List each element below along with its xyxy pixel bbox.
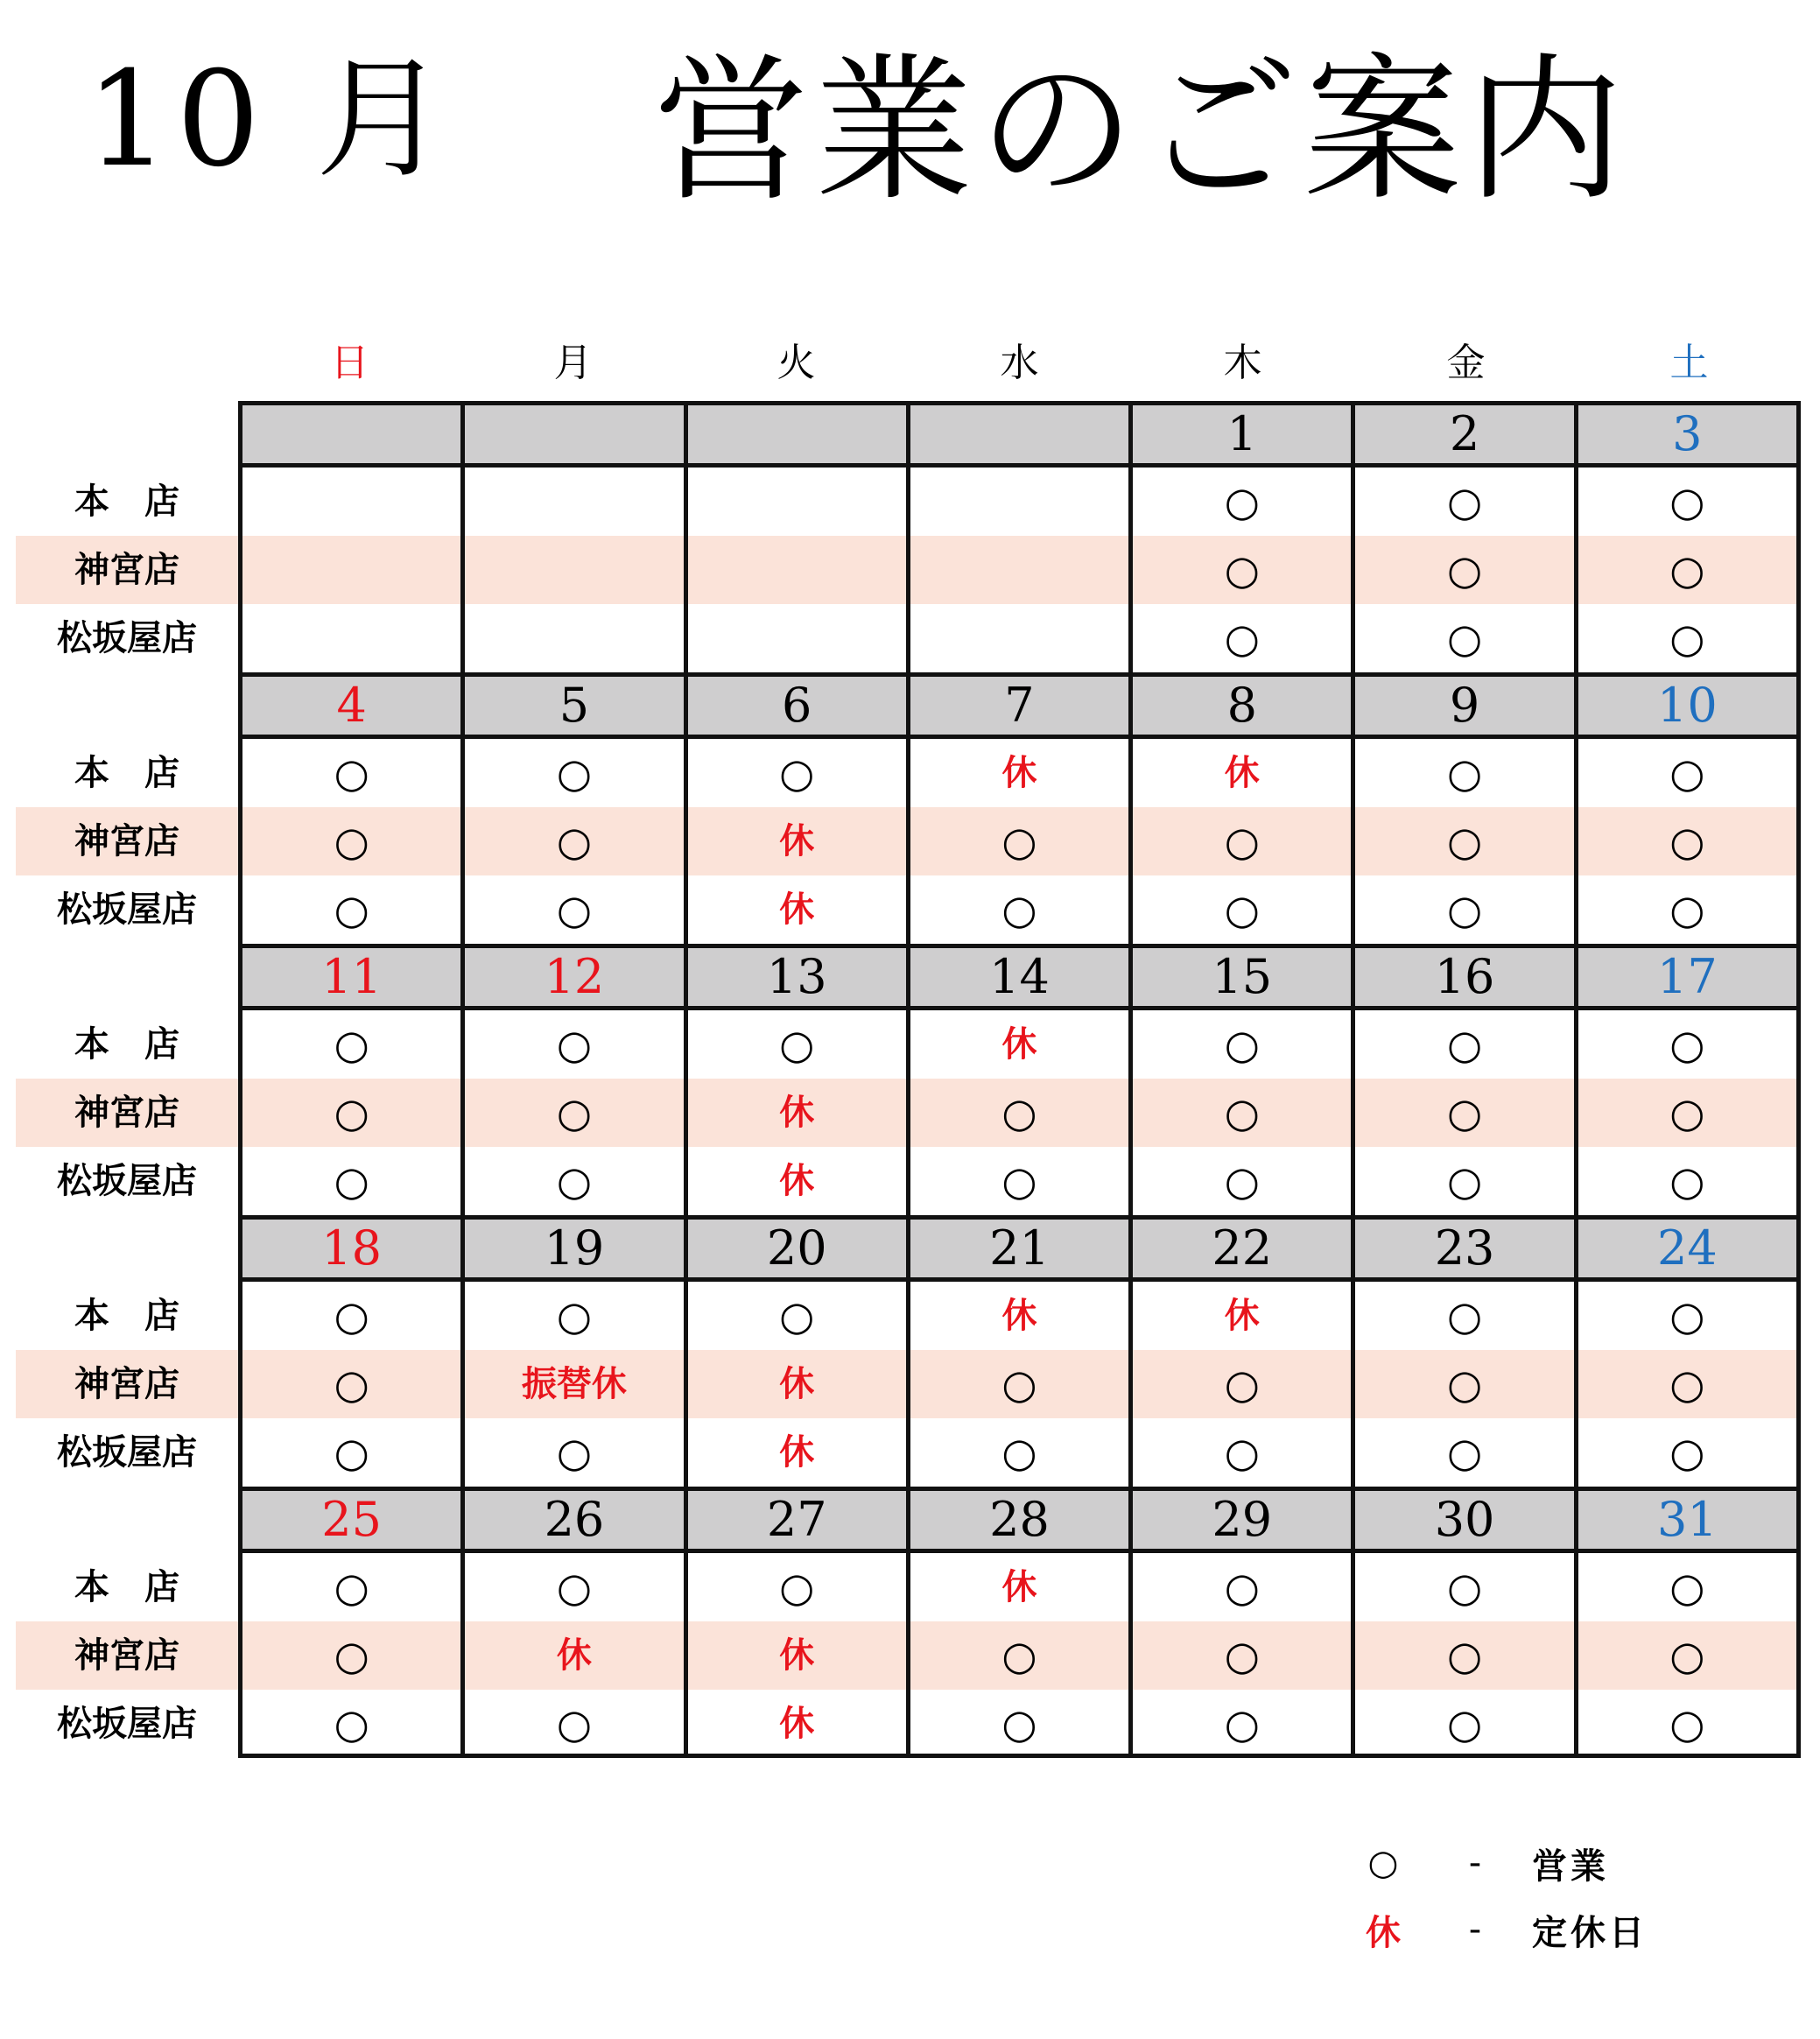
closed-mark: 休 xyxy=(1001,1024,1037,1065)
status-cell xyxy=(688,604,910,672)
status-cell xyxy=(1355,875,1578,944)
legend-text: 定休日 xyxy=(1532,1912,1648,1953)
open-icon: ○ xyxy=(556,749,592,797)
status-cell xyxy=(1133,1010,1355,1079)
open-icon: ○ xyxy=(1446,1700,1483,1747)
status-cell xyxy=(1578,1418,1801,1487)
store-row xyxy=(16,1690,1801,1758)
store-row xyxy=(16,1147,1801,1215)
status-cell xyxy=(910,468,1133,536)
date-cell: 31 xyxy=(1578,1487,1801,1553)
status-cell xyxy=(1578,604,1801,672)
open-icon: ○ xyxy=(779,1292,815,1339)
status-cell xyxy=(1578,1010,1801,1079)
status-cell xyxy=(910,875,1133,944)
status-cell xyxy=(1578,1350,1801,1418)
legend-text: 営業 xyxy=(1532,1846,1609,1887)
status-cell xyxy=(910,1690,1133,1758)
status-cell xyxy=(1578,1282,1801,1350)
open-icon: ○ xyxy=(1224,546,1260,594)
status-cell xyxy=(465,1282,687,1350)
open-icon: ○ xyxy=(1446,1429,1483,1476)
closed-mark: 休 xyxy=(779,1432,815,1473)
status-cell xyxy=(465,1010,687,1079)
status-cell xyxy=(910,807,1133,875)
date-cell: 12 xyxy=(465,944,687,1010)
status-cell xyxy=(1355,1621,1578,1690)
status-cell xyxy=(688,1418,910,1487)
row-label-spacer xyxy=(16,401,238,468)
open-icon: ○ xyxy=(1001,1632,1037,1679)
store-label: 神宮店 xyxy=(16,1350,238,1418)
store-row xyxy=(16,468,1801,536)
open-icon: ○ xyxy=(1669,1361,1705,1408)
open-icon: ○ xyxy=(334,818,369,865)
open-icon: ○ xyxy=(779,749,815,797)
status-cell xyxy=(1578,1621,1801,1690)
status-cell xyxy=(1355,739,1578,807)
closed-mark: 休 xyxy=(779,1704,815,1744)
date-cell: 20 xyxy=(688,1215,910,1282)
status-cell xyxy=(238,875,465,944)
open-icon: ○ xyxy=(1669,1292,1705,1339)
status-cell xyxy=(238,807,465,875)
closed-mark: 休 xyxy=(1001,753,1037,793)
row-label-spacer xyxy=(16,1215,238,1282)
status-cell xyxy=(910,1147,1133,1215)
open-icon: ○ xyxy=(1446,1564,1483,1611)
legend-item xyxy=(1348,1830,1648,1896)
store-label: 神宮店 xyxy=(16,536,238,604)
date-cell: 15 xyxy=(1133,944,1355,1010)
weekday-tue: 火 xyxy=(776,341,816,385)
open-icon: ○ xyxy=(1446,1157,1483,1205)
date-cell xyxy=(238,401,465,468)
store-label: 本 店 xyxy=(74,482,179,522)
open-icon: ○ xyxy=(1669,1089,1705,1136)
status-cell xyxy=(910,1621,1133,1690)
status-cell xyxy=(1133,1079,1355,1147)
store-label: 神宮店 xyxy=(16,807,238,875)
status-cell xyxy=(1133,468,1355,536)
date-cell: 7 xyxy=(910,672,1133,739)
legend-dash: - xyxy=(1468,1909,1482,1950)
status-cell xyxy=(910,1553,1133,1621)
status-cell xyxy=(688,1079,910,1147)
status-cell xyxy=(1133,604,1355,672)
status-cell xyxy=(238,1282,465,1350)
open-icon: ○ xyxy=(1224,1632,1260,1679)
open-icon: ○ xyxy=(1001,818,1037,865)
status-cell xyxy=(465,739,687,807)
date-cell xyxy=(910,401,1133,468)
open-icon: ○ xyxy=(1669,546,1705,594)
store-row xyxy=(16,875,1801,944)
date-cell: 24 xyxy=(1578,1215,1801,1282)
status-cell xyxy=(238,739,465,807)
closed-mark: 休 xyxy=(779,889,815,930)
closed-mark: 休 xyxy=(779,1161,815,1201)
store-row xyxy=(16,1282,1801,1350)
open-icon: ○ xyxy=(1224,1361,1260,1408)
store-label: 松坂屋店 xyxy=(57,889,197,930)
open-icon: ○ xyxy=(1669,1632,1705,1679)
open-icon: ○ xyxy=(1224,1564,1260,1611)
open-icon: ○ xyxy=(1224,478,1260,525)
status-cell xyxy=(1355,1010,1578,1079)
status-cell xyxy=(465,1553,687,1621)
status-cell xyxy=(1355,1350,1578,1418)
store-row xyxy=(16,1350,1801,1418)
open-icon: ○ xyxy=(556,886,592,933)
open-icon: ○ xyxy=(1446,1292,1483,1339)
calendar-week xyxy=(16,401,1801,672)
date-cell xyxy=(688,401,910,468)
open-icon: ○ xyxy=(1224,1429,1260,1476)
date-cell xyxy=(465,401,687,468)
status-cell xyxy=(465,1079,687,1147)
closed-mark: 休 xyxy=(556,1635,592,1676)
page-title: 営業のご案内 xyxy=(652,39,1630,222)
status-cell xyxy=(1578,1690,1801,1758)
status-cell xyxy=(1578,807,1801,875)
closed-mark: 振替休 xyxy=(521,1364,627,1404)
status-cell xyxy=(465,1147,687,1215)
open-icon: ○ xyxy=(556,1021,592,1068)
open-icon: ○ xyxy=(556,1429,592,1476)
status-cell xyxy=(910,1282,1133,1350)
date-cell: 6 xyxy=(688,672,910,739)
status-cell xyxy=(1133,875,1355,944)
date-cell: 25 xyxy=(238,1487,465,1553)
open-icon: ○ xyxy=(334,1157,369,1205)
weekday-thu: 木 xyxy=(1223,341,1262,385)
status-cell xyxy=(465,468,687,536)
open-icon: ○ xyxy=(556,1157,592,1205)
status-cell xyxy=(910,1350,1133,1418)
store-row xyxy=(16,807,1801,875)
open-icon: ○ xyxy=(1367,1843,1399,1883)
status-cell xyxy=(465,875,687,944)
open-icon: ○ xyxy=(1669,1564,1705,1611)
store-row xyxy=(16,739,1801,807)
open-icon: ○ xyxy=(1224,615,1260,662)
calendar-week xyxy=(16,1487,1801,1758)
status-cell xyxy=(1355,468,1578,536)
status-cell xyxy=(238,604,465,672)
row-label-spacer xyxy=(16,1487,238,1553)
store-label: 本 店 xyxy=(74,753,179,793)
status-cell xyxy=(910,1010,1133,1079)
status-cell xyxy=(465,604,687,672)
open-icon: ○ xyxy=(334,1564,369,1611)
status-cell xyxy=(910,1418,1133,1487)
store-label: 松坂屋店 xyxy=(57,1704,197,1744)
date-row xyxy=(16,1487,1801,1553)
open-icon: ○ xyxy=(334,886,369,933)
status-cell xyxy=(1578,1079,1801,1147)
closed-mark: 休 xyxy=(779,821,815,861)
open-icon: ○ xyxy=(1001,1361,1037,1408)
status-cell xyxy=(1355,1418,1578,1487)
legend-dash: - xyxy=(1468,1843,1482,1883)
date-cell: 21 xyxy=(910,1215,1133,1282)
status-cell xyxy=(465,1690,687,1758)
status-cell xyxy=(688,1010,910,1079)
open-icon: ○ xyxy=(1669,478,1705,525)
closed-mark: 休 xyxy=(1224,753,1260,793)
status-cell xyxy=(688,468,910,536)
open-icon: ○ xyxy=(556,1564,592,1611)
store-row xyxy=(16,1553,1801,1621)
status-cell xyxy=(465,536,687,604)
status-cell xyxy=(238,1010,465,1079)
row-label-spacer xyxy=(16,672,238,739)
open-icon: ○ xyxy=(1669,886,1705,933)
date-cell: 19 xyxy=(465,1215,687,1282)
open-icon: ○ xyxy=(1446,749,1483,797)
status-cell xyxy=(238,1147,465,1215)
status-cell xyxy=(238,1418,465,1487)
status-cell xyxy=(1133,739,1355,807)
date-cell: 9 xyxy=(1355,672,1578,739)
store-row xyxy=(16,1010,1801,1079)
date-cell: 10 xyxy=(1578,672,1801,739)
weekday-wed: 水 xyxy=(1000,341,1039,385)
status-cell xyxy=(910,604,1133,672)
open-icon: ○ xyxy=(556,1089,592,1136)
store-label: 神宮店 xyxy=(16,1621,238,1690)
status-cell xyxy=(688,1690,910,1758)
store-label: 松坂屋店 xyxy=(57,1161,197,1201)
status-cell xyxy=(910,739,1133,807)
open-icon: ○ xyxy=(1669,615,1705,662)
open-icon: ○ xyxy=(1446,1021,1483,1068)
date-cell: 22 xyxy=(1133,1215,1355,1282)
date-cell: 23 xyxy=(1355,1215,1578,1282)
open-icon: ○ xyxy=(556,818,592,865)
open-icon: ○ xyxy=(1224,1089,1260,1136)
open-icon: ○ xyxy=(1669,749,1705,797)
store-row xyxy=(16,536,1801,604)
open-icon: ○ xyxy=(1224,886,1260,933)
date-cell: 30 xyxy=(1355,1487,1578,1553)
status-cell xyxy=(1355,536,1578,604)
open-icon: ○ xyxy=(334,1089,369,1136)
legend xyxy=(1348,1830,1648,1963)
store-label: 松坂屋店 xyxy=(57,1432,197,1473)
status-cell xyxy=(688,739,910,807)
month-title: 10 月 xyxy=(86,44,454,196)
status-cell xyxy=(465,1621,687,1690)
date-cell: 1 xyxy=(1133,401,1355,468)
date-cell: 16 xyxy=(1355,944,1578,1010)
open-icon: ○ xyxy=(334,1632,369,1679)
open-icon: ○ xyxy=(1224,1157,1260,1205)
date-cell: 5 xyxy=(465,672,687,739)
open-icon: ○ xyxy=(334,1700,369,1747)
status-cell xyxy=(1355,807,1578,875)
open-icon: ○ xyxy=(556,1292,592,1339)
legend-item xyxy=(1348,1896,1648,1963)
status-cell xyxy=(1133,807,1355,875)
status-cell xyxy=(1578,1147,1801,1215)
status-cell xyxy=(1133,1621,1355,1690)
status-cell xyxy=(465,1350,687,1418)
status-cell xyxy=(1355,604,1578,672)
open-icon: ○ xyxy=(334,1292,369,1339)
open-icon: ○ xyxy=(1001,886,1037,933)
store-label: 本 店 xyxy=(74,1567,179,1607)
closed-mark: 休 xyxy=(779,1093,815,1133)
date-cell: 2 xyxy=(1355,401,1578,468)
calendar-week xyxy=(16,672,1801,944)
open-icon: ○ xyxy=(1669,1157,1705,1205)
status-cell xyxy=(238,1621,465,1690)
status-cell xyxy=(238,1690,465,1758)
open-icon: ○ xyxy=(1669,1700,1705,1747)
open-icon: ○ xyxy=(1446,818,1483,865)
closed-mark: 休 xyxy=(779,1364,815,1404)
open-icon: ○ xyxy=(779,1564,815,1611)
date-cell: 29 xyxy=(1133,1487,1355,1553)
status-cell xyxy=(688,1553,910,1621)
status-cell xyxy=(465,807,687,875)
status-cell xyxy=(1133,1350,1355,1418)
open-icon: ○ xyxy=(1224,1021,1260,1068)
open-icon: ○ xyxy=(1446,886,1483,933)
date-cell: 27 xyxy=(688,1487,910,1553)
open-icon: ○ xyxy=(1446,1361,1483,1408)
date-cell: 26 xyxy=(465,1487,687,1553)
open-icon: ○ xyxy=(1001,1089,1037,1136)
open-icon: ○ xyxy=(1446,1632,1483,1679)
status-cell xyxy=(688,875,910,944)
status-cell xyxy=(1133,1147,1355,1215)
status-cell xyxy=(238,468,465,536)
date-cell: 4 xyxy=(238,672,465,739)
business-calendar xyxy=(16,401,1801,1758)
open-icon: ○ xyxy=(1446,1089,1483,1136)
open-icon: ○ xyxy=(1669,1021,1705,1068)
open-icon: ○ xyxy=(1669,818,1705,865)
status-cell xyxy=(1355,1553,1578,1621)
open-icon: ○ xyxy=(779,1021,815,1068)
status-cell xyxy=(910,536,1133,604)
status-cell xyxy=(238,1350,465,1418)
status-cell xyxy=(238,1079,465,1147)
open-icon: ○ xyxy=(1001,1700,1037,1747)
status-cell xyxy=(1578,739,1801,807)
open-icon: ○ xyxy=(1446,615,1483,662)
weekday-sun: 日 xyxy=(330,341,369,385)
status-cell xyxy=(1133,1690,1355,1758)
status-cell xyxy=(688,807,910,875)
status-cell xyxy=(1578,1553,1801,1621)
open-icon: ○ xyxy=(334,1361,369,1408)
weekday-fri: 金 xyxy=(1446,341,1486,385)
status-cell xyxy=(910,1079,1133,1147)
date-cell: 13 xyxy=(688,944,910,1010)
date-cell: 11 xyxy=(238,944,465,1010)
status-cell xyxy=(1133,1418,1355,1487)
status-cell xyxy=(1578,468,1801,536)
status-cell xyxy=(238,536,465,604)
date-cell: 8 xyxy=(1133,672,1355,739)
open-icon: ○ xyxy=(334,749,369,797)
closed-mark: 休 xyxy=(1366,1912,1401,1953)
status-cell xyxy=(1578,536,1801,604)
store-label: 松坂屋店 xyxy=(57,618,197,658)
status-cell xyxy=(1355,1282,1578,1350)
status-cell xyxy=(1578,875,1801,944)
open-icon: ○ xyxy=(334,1429,369,1476)
status-cell xyxy=(688,1350,910,1418)
status-cell xyxy=(1355,1079,1578,1147)
open-icon: ○ xyxy=(1001,1429,1037,1476)
date-cell: 28 xyxy=(910,1487,1133,1553)
closed-mark: 休 xyxy=(779,1635,815,1676)
weekday-header xyxy=(238,337,1801,390)
open-icon: ○ xyxy=(1224,818,1260,865)
date-cell: 17 xyxy=(1578,944,1801,1010)
date-cell: 18 xyxy=(238,1215,465,1282)
calendar-week xyxy=(16,1215,1801,1487)
open-icon: ○ xyxy=(1446,478,1483,525)
store-row xyxy=(16,1418,1801,1487)
calendar-week xyxy=(16,944,1801,1215)
weekday-mon: 月 xyxy=(553,341,593,385)
date-cell: 3 xyxy=(1578,401,1801,468)
open-icon: ○ xyxy=(1001,1157,1037,1205)
status-cell xyxy=(238,1553,465,1621)
open-icon: ○ xyxy=(334,1021,369,1068)
store-row xyxy=(16,1079,1801,1147)
date-row xyxy=(16,401,1801,468)
status-cell xyxy=(688,1621,910,1690)
status-cell xyxy=(465,1418,687,1487)
closed-mark: 休 xyxy=(1224,1296,1260,1336)
date-row xyxy=(16,944,1801,1010)
status-cell xyxy=(688,1147,910,1215)
row-label-spacer xyxy=(16,944,238,1010)
weekday-sat: 土 xyxy=(1669,341,1709,385)
open-icon: ○ xyxy=(1669,1429,1705,1476)
status-cell xyxy=(1133,1282,1355,1350)
closed-mark: 休 xyxy=(1001,1567,1037,1607)
store-row xyxy=(16,604,1801,672)
open-icon: ○ xyxy=(556,1700,592,1747)
store-label: 本 店 xyxy=(74,1296,179,1336)
closed-mark: 休 xyxy=(1001,1296,1037,1336)
status-cell xyxy=(688,536,910,604)
store-label: 神宮店 xyxy=(16,1079,238,1147)
status-cell xyxy=(688,1282,910,1350)
status-cell xyxy=(1133,1553,1355,1621)
store-row xyxy=(16,1621,1801,1690)
date-row xyxy=(16,672,1801,739)
open-icon: ○ xyxy=(1446,546,1483,594)
date-row xyxy=(16,1215,1801,1282)
open-icon: ○ xyxy=(1224,1700,1260,1747)
status-cell xyxy=(1355,1690,1578,1758)
date-cell: 14 xyxy=(910,944,1133,1010)
status-cell xyxy=(1355,1147,1578,1215)
store-label: 本 店 xyxy=(74,1024,179,1065)
status-cell xyxy=(1133,536,1355,604)
